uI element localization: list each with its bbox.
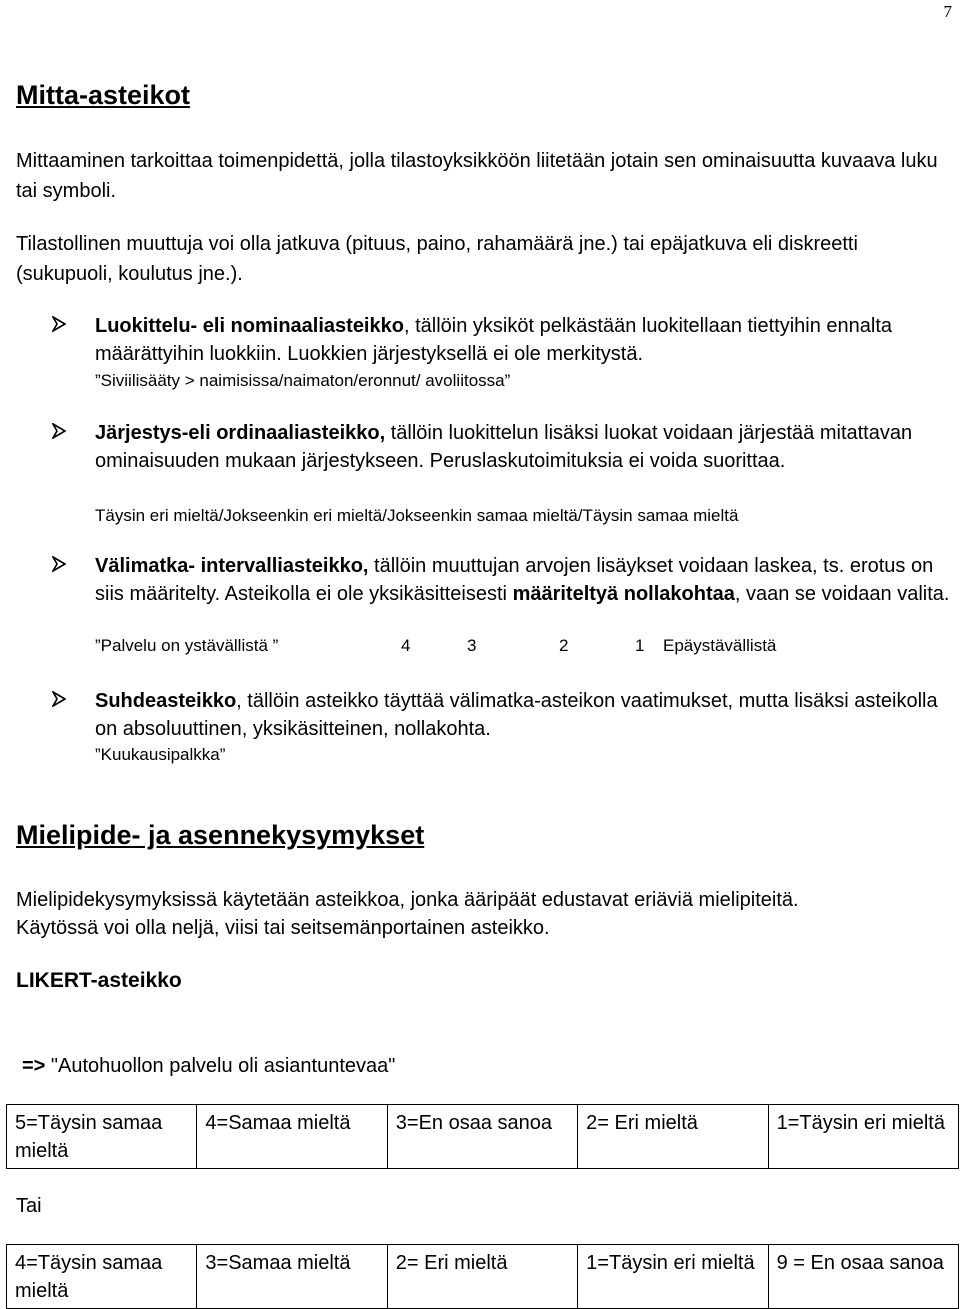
text-interval-1: tällöin muuttujan arvojen lisäykset voidaan laskea, ts. erotus on siis määritelty. Asteikolla ei ole yksikäsitteisesti: [95, 555, 934, 605]
text-ratio: , tällöin asteikko täyttää välimatka-asteikon vaatimukset, mutta lisäksi asteikolla on absoluuttinen, yksikäsitteinen, nollakohta.: [95, 690, 938, 740]
table-cell: 5=Täysin samaa mieltä: [7, 1105, 197, 1169]
term-ratio: Suhdeasteikko: [95, 690, 237, 712]
term-interval: Välimatka- intervalliasteikko,: [95, 555, 369, 577]
example-interval: [95, 634, 855, 658]
section-title-mitta-asteikot: Mitta-asteikot: [16, 80, 191, 110]
bullet-nominal: [95, 312, 957, 368]
likert-table-1: [6, 1104, 959, 1169]
scale-value: 3: [467, 636, 477, 655]
table-cell: 3=En osaa sanoa: [387, 1105, 577, 1169]
paragraph-mielipide: Mielipidekysymyksissä käytetään asteikkoa, jonka ääripäät edustavat eriäviä mielipiteitä.: [16, 889, 799, 911]
term-ordinal: Järjestys-eli ordinaaliasteikko,: [95, 422, 386, 444]
table-cell: 2= Eri mieltä: [387, 1245, 577, 1309]
table-cell: 2= Eri mieltä: [578, 1105, 768, 1169]
text-interval-2: , vaan se voidaan valita.: [734, 583, 950, 605]
example-ratio: ”Kuukausipalkka”: [95, 745, 226, 764]
bullet-ratio: [95, 687, 957, 743]
table-row: [7, 1245, 959, 1309]
arrowhead-bullet-icon: [52, 419, 66, 447]
section-title-mielipide: Mielipide- ja asennekysymykset: [16, 820, 425, 850]
arrowhead-bullet-icon: [52, 312, 66, 340]
or-label: Tai: [16, 1195, 42, 1217]
arrow-icon: =>: [22, 1055, 46, 1077]
bullet-ordinal: [95, 419, 957, 475]
text-nominal: , tällöin yksiköt pelkästään luokitellaan tiettyihin ennalta määrättyihin luokkiin. Luokkien järjestyksellä ei ole merkitystä.: [95, 315, 893, 365]
arrowhead-bullet-icon: [52, 552, 66, 580]
example-nominal: ”Siviilisääty > naimisissa/naimaton/eronnut/ avoliitossa”: [95, 371, 511, 390]
likert-table-2: [6, 1244, 959, 1309]
paragraph-muuttuja: Tilastollinen muuttuja voi olla jatkuva (pituus, paino, rahamäärä jne.) tai epäjatkuva eli diskreetti (sukupuoli, koulutus jne.).: [16, 233, 858, 285]
page-number: 7: [943, 2, 952, 21]
example-ordinal: Täysin eri mieltä/Jokseenkin eri mieltä/Jokseenkin samaa mieltä/Täysin samaa mieltä: [95, 506, 739, 525]
scale-value: 4: [401, 636, 411, 655]
text-ordinal: tällöin luokittelun lisäksi luokat voidaan järjestää mitattavan ominaisuuden mukaan järjestykseen. Peruslaskutoimituksia ei voida suorittaa.: [95, 422, 913, 472]
likert-title: LIKERT-asteikko: [16, 969, 182, 992]
table-cell: 9 = En osaa sanoa: [768, 1245, 958, 1309]
paragraph-kaytossa: Käytössä voi olla neljä, viisi tai seitsemänportainen asteikko.: [16, 917, 550, 939]
question-text: "Autohuollon palvelu oli asiantuntevaa": [45, 1055, 396, 1077]
table-cell: 4=Samaa mieltä: [197, 1105, 387, 1169]
scale-value: 1: [635, 636, 645, 655]
table-cell: 1=Täysin eri mieltä: [768, 1105, 958, 1169]
scale-value: 2: [559, 636, 569, 655]
table-cell: 1=Täysin eri mieltä: [578, 1245, 768, 1309]
arrowhead-bullet-icon: [52, 687, 66, 715]
likert-question: [22, 1051, 957, 1081]
example-interval-left: ”Palvelu on ystävällistä ”: [95, 636, 279, 655]
paragraph-mittaaminen: Mittaaminen tarkoittaa toimenpidettä, jolla tilastoyksikköön liitetään jotain sen ominaisuutta kuvaava luku tai symboli.: [16, 150, 938, 202]
example-interval-right: Epäystävällistä: [663, 636, 777, 655]
table-row: [7, 1105, 959, 1169]
bullet-interval: [95, 552, 957, 608]
table-cell: 4=Täysin samaa mieltä: [7, 1245, 197, 1309]
term-nominal: Luokittelu- eli nominaaliasteikko: [95, 315, 404, 337]
table-cell: 3=Samaa mieltä: [197, 1245, 387, 1309]
term-nollakohta: määriteltyä nollakohtaa: [512, 583, 735, 605]
